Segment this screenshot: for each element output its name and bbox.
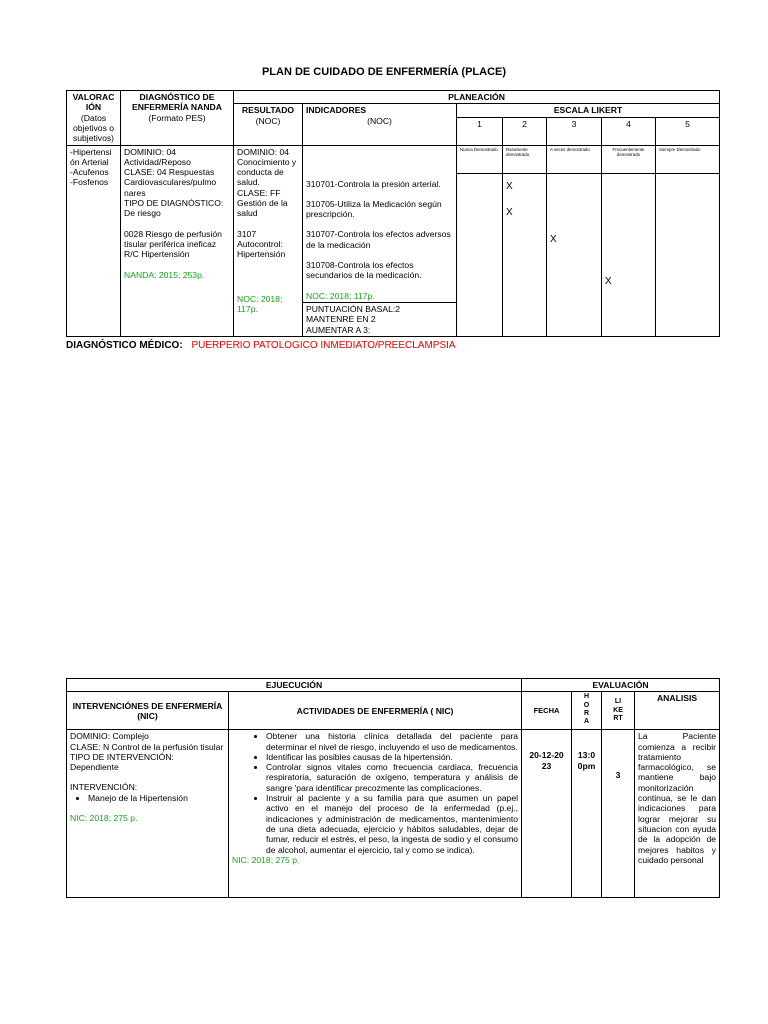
indicador-item: 310705-Utiliza la Medicación según prescripción.	[306, 198, 442, 220]
likert-label-1: Nunca Demostrado	[457, 145, 503, 173]
resultado-cell	[234, 145, 303, 336]
likert-col-3	[547, 173, 602, 336]
intervencion-label: INTERVENCIÓN:	[70, 782, 138, 793]
indicadores-reference: NOC: 2018; 117p.	[306, 290, 375, 301]
likert-mark: X	[550, 233, 557, 245]
diagnostico-header-sub: (Formato PES)	[148, 112, 206, 123]
puntuacion-line: MANTENRE EN 2	[306, 314, 376, 325]
indicadores-header	[303, 104, 457, 145]
diagnostico-medico	[66, 340, 456, 351]
intervencion-line: CLASE: N Control de la perfusión tisular	[70, 741, 224, 752]
likert-col-5	[656, 173, 720, 336]
nic-reference: NIC: 2018; 275 p.	[70, 813, 138, 824]
page-title: PLAN DE CUIDADO DE ENFERMERÍA (PLACE)	[261, 66, 507, 78]
nanda-reference: NANDA: 2015; 253p.	[124, 269, 205, 280]
intervencion-line: TIPO DE INTERVENCIÓN: Dependiente	[70, 751, 174, 773]
likert-label-4: Frecuentemente demostrado	[602, 145, 656, 173]
diagnostico-etiqueta: 0028 Riesgo de perfusión tisular periférica ineficaz R/C Hipertensión	[124, 228, 222, 260]
diagnostico-cell	[121, 145, 234, 336]
actividades-header: ACTIVIDADES DE ENFERMERÍA ( NIC)	[229, 692, 522, 730]
indicador-item: 310707-Controla los efectos adversos de la medicación	[306, 229, 451, 250]
care-plan-table	[66, 90, 720, 337]
evaluacion-header: EVALUACIÓN	[522, 679, 720, 692]
likert-number-1: 1	[457, 117, 503, 145]
likert-number-2: 2	[503, 117, 547, 145]
actividades-reference: NIC: 2018; 275 p.	[232, 854, 300, 865]
diagnostico-medico-label: DIAGNÓSTICO MÉDICO:	[66, 340, 183, 351]
valoracion-line: -Hipertensi ón Arterial	[70, 146, 112, 167]
valoracion-header-title: VALORAC IÓN	[72, 92, 115, 113]
likert-label-5: Siempre Demostrado	[656, 145, 720, 173]
intervencion-item: • Manejo de la Hipertensión	[88, 793, 225, 803]
fecha-header: FECHA	[522, 692, 572, 730]
intervencion-line: DOMINIO: Complejo	[70, 731, 149, 742]
resultado-line: DOMINIO: 04 Conocimiento y conducta de salud.	[237, 146, 297, 188]
indicadores-cell	[303, 145, 457, 302]
diagnostico-line: DOMINIO: 04 Actividad/Reposo	[124, 146, 191, 167]
diagnostico-line: CLASE: 04 Respuestas Cardiovasculares/pulmo nares	[124, 167, 217, 198]
likert-label-2: Raramente demostrado	[503, 145, 547, 173]
diagnostico-header	[121, 91, 234, 146]
likert-mark: X	[506, 206, 513, 218]
analisis-cell: La Paciente comienza a recibir tratamiento farmacológico, se mantiene bajo monitorización continua, se le dan indicaciones para lograr mejorar su situacion con ayuda de la adopción de mejores habitos y cuidado personal	[635, 730, 720, 898]
likert-mark: X	[605, 275, 612, 287]
actividad-item: • Obtener una historia clínica detallada del paciente para determinar el nivel de riesgo, incluyendo el uso de medicamentos.	[266, 731, 518, 752]
likert-eval-header: LI KE RT	[602, 692, 635, 730]
ejecucion-header: EJUECUCIÓN	[67, 679, 522, 692]
likert-col-4	[602, 173, 656, 336]
analisis-header: ANALISIS	[635, 692, 720, 730]
likert-number-3: 3	[547, 117, 602, 145]
puntuacion-cell	[303, 302, 457, 336]
actividades-cell	[229, 730, 522, 898]
likert-col-1	[457, 173, 503, 336]
indicador-item: 310701-Controla la presión arterial.	[306, 178, 441, 189]
likert-number-5: 5	[656, 117, 720, 145]
likert-number-4: 4	[602, 117, 656, 145]
execution-evaluation-table	[66, 678, 720, 898]
diagnostico-header-title: DIAGNÓSTICO DE ENFERMERÍA NANDA	[132, 92, 222, 113]
resultado-header-sub: (NOC)	[255, 115, 281, 126]
intervenciones-header: INTERVENCIÓNES DE ENFERMERÍA (NIC)	[67, 692, 229, 730]
valoracion-line: -Fosfenos	[70, 177, 109, 188]
puntuacion-line: AUMENTAR A 3:	[306, 324, 371, 335]
actividad-item: • Identificar las posibles causas de la hipertensión.	[266, 752, 518, 762]
resultado-header-title: RESULTADO	[241, 105, 295, 116]
valoracion-header-sub: (Datos objetivos o subjetivos)	[72, 112, 115, 144]
indicador-item: 310708-Controla los efectos secundarios de la medicación.	[306, 260, 422, 281]
likert-col-2	[503, 173, 547, 336]
hora-cell: 13:0 0pm	[572, 730, 602, 898]
valoracion-cell	[67, 145, 121, 336]
intervencion-cell	[67, 730, 229, 898]
resultado-header	[234, 104, 303, 145]
planeacion-header: PLANEACIÓN	[234, 91, 720, 104]
valoracion-line: -Acufenos	[70, 167, 109, 178]
resultado-line: CLASE: FF Gestión de la salud	[237, 187, 288, 219]
likert-label-3: A veces demostrado	[547, 145, 602, 173]
indicadores-header-sub: (NOC)	[367, 115, 392, 126]
resultado-code: 3107 Autocontrol: Hipertensión	[237, 228, 286, 260]
actividad-item: • Controlar signos vitales como frecuencia cardiaca, frecuencia respiratoria, saturación de oxígeno, temperatura y análisis de sangre 'para identificar precozmente las complicaciones.	[266, 762, 518, 793]
hora-header: H O R A	[572, 692, 602, 730]
likert-eval-cell: 3	[602, 730, 635, 898]
noc-reference: NOC: 2018; 117p.	[237, 293, 283, 314]
actividad-item: • Instruir al paciente y a su familia para que asumen un papel activo en el manejo del proceso de la enfermedad (p.ej., indicaciones y administración de medicamentos, mantenimiento de una dieta adecuada, ejercicio y hábitos saludables, dejar de fumar, reducir el estrés, el peso, la ingesta de sodio y el consumo de alcohol, aumentar el ejercicio, tal y como se indica).	[266, 793, 518, 855]
valoracion-header	[67, 91, 121, 146]
likert-mark: X	[506, 180, 513, 192]
likert-header: ESCALA LIKERT	[457, 104, 720, 117]
puntuacion-line: PUNTUACIÓN BASAL:2	[306, 303, 401, 314]
diagnostico-medico-value: PUERPERIO PATOLOGICO INMEDIATO/PREECLAMPSIA	[191, 340, 456, 351]
fecha-cell: 20-12-20 23	[522, 730, 572, 898]
indicadores-header-title: INDICADORES	[306, 105, 367, 116]
diagnostico-line: TIPO DE DIAGNÓSTICO: De riesgo	[124, 198, 224, 219]
